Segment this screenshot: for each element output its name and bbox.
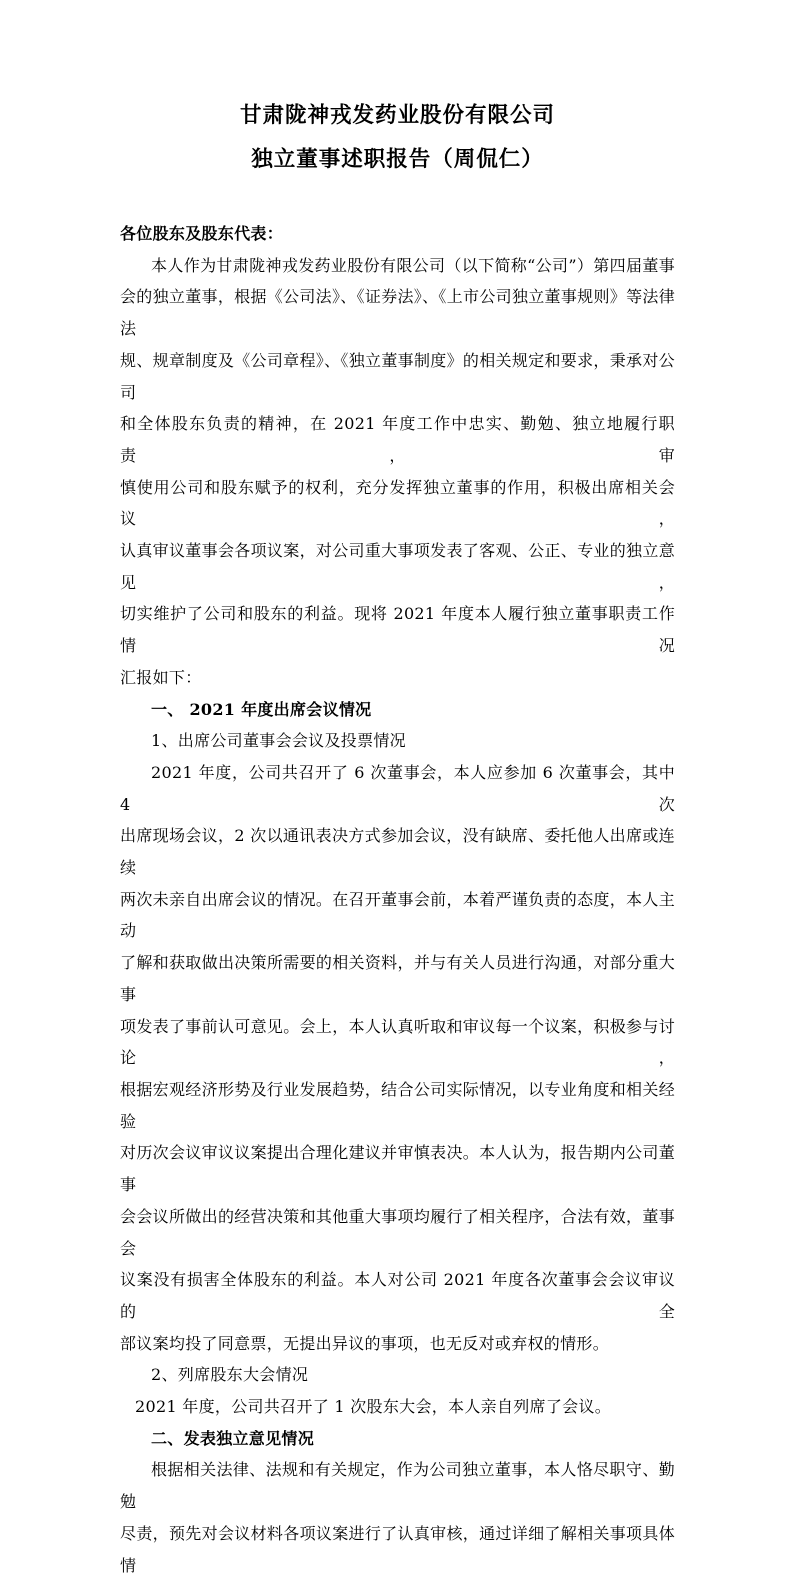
para-line: 规、规章制度及《公司章程》、《独立董事制度》的相关规定和要求，秉承对公司	[120, 350, 675, 402]
para-line: 认真审议董事会各项议案，对公司重大事项发表了客观、公正、专业的独立意见，	[120, 541, 675, 592]
document-title-line-2: 独立董事述职报告（周侃仁）	[251, 147, 544, 172]
section-heading-2: 二、发表独立意见情况	[151, 1428, 315, 1448]
para-line: 会会议所做出的经营决策和其他重大事项均履行了相关程序，合法有效，董事会	[120, 1206, 675, 1258]
para-line: 两次未亲自出席会议的情况。在召开董事会前，本着严谨负责的态度，本人主动	[120, 889, 675, 941]
document-body	[120, 218, 675, 1581]
para-line: 尽责，预先对会议材料各项议案进行了认真审核，通过详细了解相关事项具体情	[120, 1523, 675, 1575]
para-line: 和全体股东负责的精神，在 2021 年度工作中忠实、勤勉、独立地履行职责，审	[120, 414, 675, 465]
para-line: 了解和获取做出决策所需要的相关资料，并与有关人员进行沟通，对部分重大事	[120, 953, 675, 1004]
para-line: 本人作为甘肃陇神戎发药业股份有限公司（以下简称“公司”）第四届董事	[151, 255, 675, 275]
para-line: 项发表了事前认可意见。会上，本人认真听取和审议每一个议案，积极参与讨论，	[120, 1016, 675, 1068]
subsection-heading-1-1: 1、出席公司董事会会议及投票情况	[151, 731, 406, 751]
para-line: 根据相关法律、法规和有关规定，作为公司独立董事，本人恪尽职守、勤勉	[120, 1460, 675, 1512]
para-line: 部议案均投了同意票，无提出异议的事项，也无反对或弃权的情形。	[120, 1333, 610, 1353]
subsection-heading-1-2: 2、列席股东大会情况	[151, 1365, 309, 1385]
para-line: 汇报如下：	[120, 667, 202, 687]
para-line: 对历次会议审议议案提出合理化建议并审慎表决。本人认为，报告期内公司董事	[120, 1143, 675, 1195]
para-line: 2021 年度，公司共召开了 6 次董事会，本人应参加 6 次董事会，其中 4 次	[120, 762, 675, 814]
para-line: 会的独立董事，根据《公司法》、《证券法》、《上市公司独立董事规则》等法律法	[120, 287, 675, 339]
para-line: 2021 年度，公司共召开了 1 次股东大会，本人亲自列席了会议。	[135, 1397, 612, 1417]
para-line: 切实维护了公司和股东的利益。现将 2021 年度本人履行独立董事职责工作情况	[120, 604, 675, 656]
para-line: 议案没有损害全体股东的利益。本人对公司 2021 年度各次董事会会议审议的全	[120, 1270, 675, 1321]
document-title-line-1: 甘肃陇神戎发药业股份有限公司	[239, 103, 555, 128]
para-line: 出席现场会议，2 次以通讯表决方式参加会议，没有缺席、委托他人出席或连续	[120, 826, 675, 878]
document-content	[120, 103, 675, 1581]
section-heading-1: 一、 2021 年度出席会议情况	[151, 699, 372, 719]
para-line: 根据宏观经济形势及行业发展趋势，结合公司实际情况，以专业角度和相关经验	[120, 1079, 675, 1131]
salutation: 各位股东及股东代表：	[120, 224, 284, 243]
para-line: 慎使用公司和股东赋予的权利，充分发挥独立董事的作用，积极出席相关会议，	[120, 477, 675, 529]
